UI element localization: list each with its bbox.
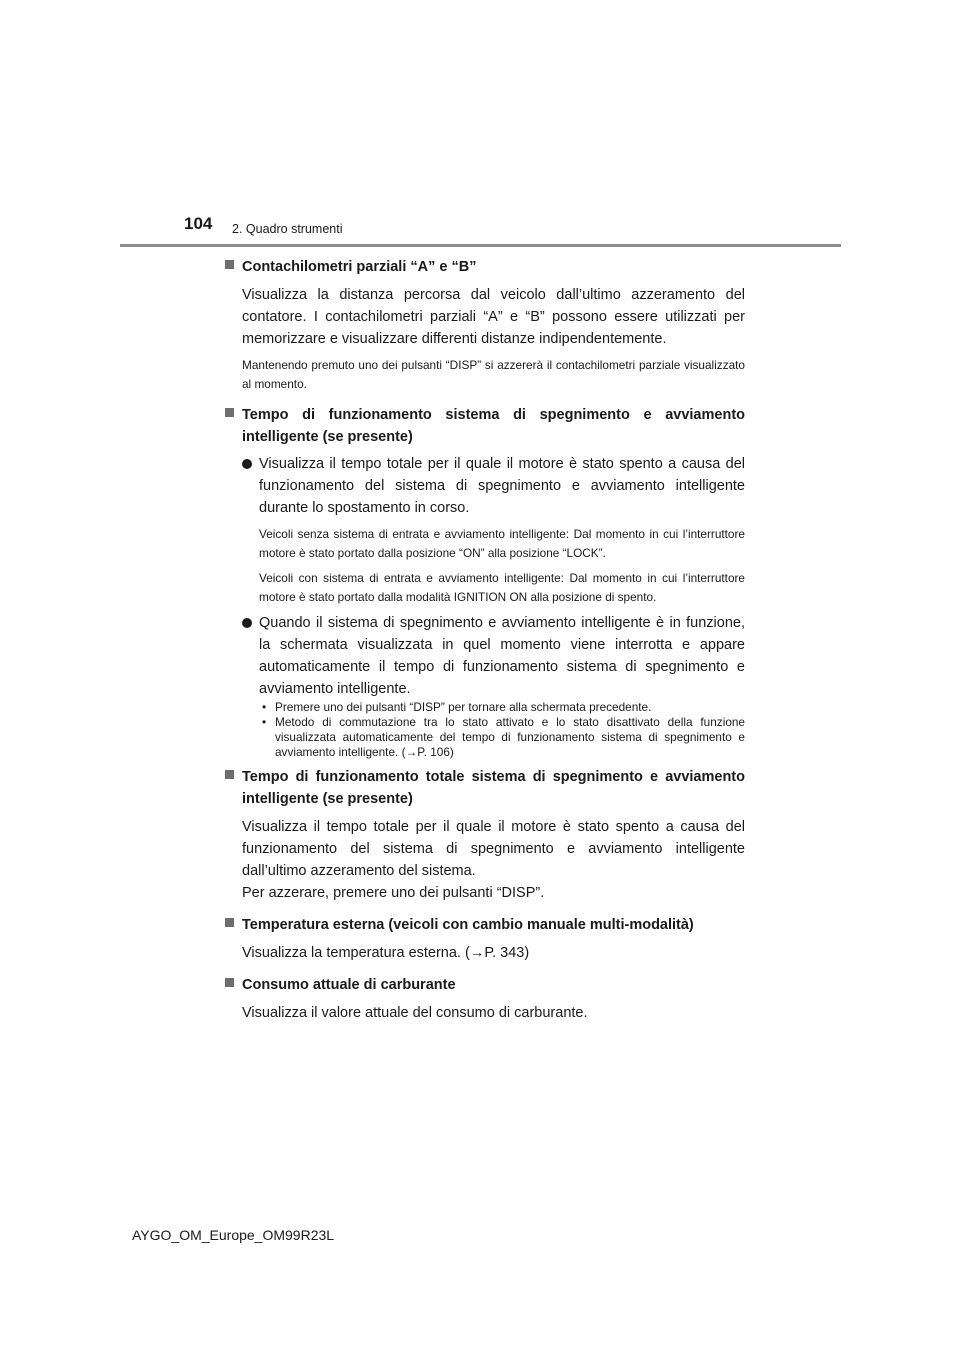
round-bullet-icon — [242, 618, 252, 628]
sub-item-text: Metodo di commutazione tra lo stato attivato e lo stato disattivato della funzione visualizzata automaticamente del tempo di funzionamento sistema di spegnimento e avviamento intelligente. (→P. 106) — [275, 715, 745, 759]
section-body: Visualizza il tempo totale per il quale il motore è stato spento a causa del funzionamento del sistema di spegnimento e avviamento intelligente dall’ultimo azzeramento del sistema. — [242, 819, 745, 879]
section-title: Contachilometri parziali “A” e “B” — [242, 259, 477, 275]
section-body: Visualizza la temperatura esterna. (→P. 343) — [242, 945, 530, 961]
section-outside-temperature — [222, 914, 745, 964]
section-title: Tempo di funzionamento sistema di spegnimento e avviamento intelligente (se presente) — [242, 407, 745, 445]
round-bullet-icon — [242, 459, 252, 469]
section-total-stop-start-time — [222, 766, 745, 904]
small-bullet-icon: • — [262, 700, 267, 714]
section-body: Visualizza il valore attuale del consumo di carburante. — [242, 1005, 588, 1021]
section-trip-meters — [222, 256, 745, 394]
chapter-title: 2. Quadro strumenti — [232, 222, 343, 236]
section-body: Per azzerare, premere uno dei pulsanti “DISP”. — [242, 885, 545, 901]
section-title: Temperatura esterna (veicoli con cambio manuale multi-modalità) — [242, 917, 694, 933]
bullet-item — [242, 612, 745, 760]
section-title: Tempo di funzionamento totale sistema di spegnimento e avviamento intelligente (se presente) — [242, 769, 745, 807]
page-number: 104 — [184, 214, 213, 233]
bullet-item — [242, 453, 745, 607]
section-body: Visualizza la distanza percorsa dal veicolo dall’ultimo azzeramento del contatore. I contachilometri parziali “A” e “B” possono essere utilizzati per memorizzare e visualizzare differenti distanze indipendentemente. — [242, 287, 745, 347]
page-content — [222, 256, 745, 1024]
section-current-fuel-consumption — [222, 974, 745, 1024]
small-bullet-icon: • — [262, 715, 267, 729]
header-rule — [120, 244, 841, 247]
bullet-note: Veicoli con sistema di entrata e avviamento intelligente: Dal momento in cui l’interruttore motore è stato portato dalla modalità IGNITION ON alla posizione di spento. — [259, 571, 745, 604]
square-bullet-icon — [225, 408, 234, 417]
section-stop-start-time — [222, 404, 745, 760]
sub-item — [259, 715, 745, 760]
square-bullet-icon — [225, 260, 234, 269]
square-bullet-icon — [225, 978, 234, 987]
sub-item — [259, 700, 745, 715]
bullet-text: Quando il sistema di spegnimento e avviamento intelligente è in funzione, la schermata visualizzata in quel momento viene interrotta e appare automaticamente il tempo di funzionamento sistema di spegnimento e avviamento intelligente. — [259, 615, 745, 697]
section-note: Mantenendo premuto uno dei pulsanti “DISP” si azzererà il contachilometri parziale visualizzato al momento. — [242, 358, 745, 391]
bullet-text: Visualizza il tempo totale per il quale il motore è stato spento a causa del funzionamento del sistema di spegnimento e avviamento intelligente durante lo spostamento in corso. — [259, 456, 745, 516]
square-bullet-icon — [225, 918, 234, 927]
bullet-note: Veicoli senza sistema di entrata e avviamento intelligente: Dal momento in cui l’interruttore motore è stato portato dalla posizione “ON” alla posizione “LOCK”. — [259, 527, 745, 560]
square-bullet-icon — [225, 770, 234, 779]
section-title: Consumo attuale di carburante — [242, 977, 456, 993]
sub-item-text: Premere uno dei pulsanti “DISP” per tornare alla schermata precedente. — [275, 700, 652, 714]
document-code: AYGO_OM_Europe_OM99R23L — [132, 1227, 335, 1243]
